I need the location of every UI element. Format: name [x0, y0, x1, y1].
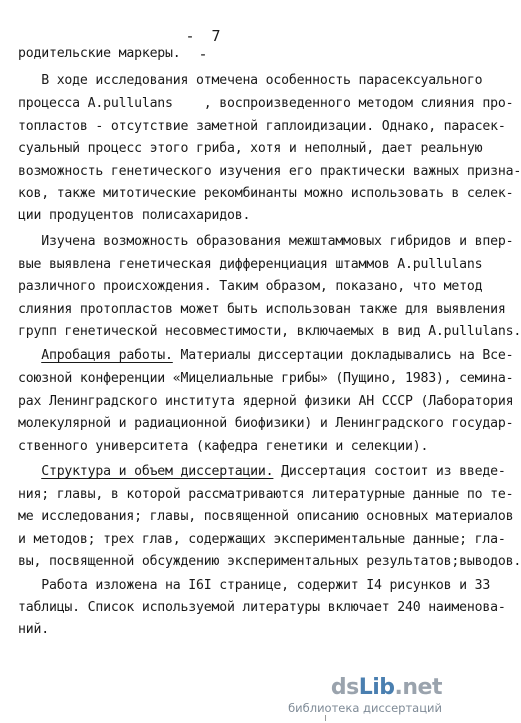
text-line: слияния протопластов может быть использован также для выявления: [18, 302, 506, 317]
text-line: ков, также митотические рекомбинанты можно использовать в селек-: [18, 186, 514, 201]
text-line: вые выявлена генетическая дифференциация штаммов A.pullulans: [18, 257, 483, 272]
text-line: суальный процесс этого гриба, хотя и неполный, дает реальную: [18, 141, 483, 156]
watermark-logo: [288, 677, 442, 699]
scan-mark: [325, 715, 326, 721]
text-line: Работа изложена на I6I странице, содержит I4 рисунков и 33: [18, 578, 491, 593]
text-line: вы, посвященной обсуждению экспериментальных результатов;выводов.: [18, 554, 521, 569]
text-line: ния; главы, в которой рассматриваются литературные данные по те-: [18, 487, 514, 502]
text-line: ме исследования; главы, посвященной описанию основных материалов: [18, 509, 514, 524]
text-line: ции продуцентов полисахаридов.: [18, 208, 251, 223]
text-line: ний.: [18, 622, 49, 637]
text-line: родительские маркеры.: [18, 46, 181, 61]
text-line: таблицы. Список используемой литературы включает 240 наименова-: [18, 600, 506, 615]
text-line: возможность генетического изучения его практически важных призна-: [18, 164, 521, 179]
text-line: и методов; трех глав, содержащих экспериментальные данные; гла-: [18, 532, 506, 547]
text-line: В ходе исследования отмечена особенность парасексуального: [18, 73, 483, 88]
text-line: Изучена возможность образования межштаммовых гибридов и впер-: [18, 234, 514, 249]
watermark: [288, 677, 442, 715]
logo-part-net: .net: [394, 675, 442, 700]
logo-part-ds: ds: [330, 675, 359, 700]
text-line: ственного университета (кафедра генетики и селекции).: [18, 439, 429, 454]
section-heading-approbation-line: Апробация работы. Материалы диссертации докладывались на Все-: [41, 348, 514, 363]
text-line: рах Ленинградского института ядерной физики АН СССР (Лаборатория: [18, 394, 514, 409]
text-line: групп генетической несовместимости, включаемых в вид A.pullulans.: [18, 324, 521, 339]
page-number: - 7 -: [185, 27, 225, 63]
logo-part-lib: Lib: [358, 675, 395, 700]
watermark-subtitle: библиотека диссертаций: [288, 701, 442, 715]
section-heading-structure-line: Структура и объем диссертации. Диссертация состоит из введе-: [41, 464, 506, 479]
text-line: различного происхождения. Таким образом, показано, что метод: [18, 279, 483, 294]
text-line: топластов - отсутствие заметной гаплоидизации. Однако, парасек-: [18, 119, 506, 134]
section-heading: Структура и объем диссертации.: [41, 464, 274, 479]
text-line: молекулярной и радиационной биофизики) и Ленинградского государ-: [18, 416, 514, 431]
text-line: союзной конференции «Мицелиальные грибы» (Пущино, 1983), семина-: [18, 371, 514, 386]
text-line: процесса A.pullulans , воспроизведенного методом слияния про-: [18, 96, 514, 111]
section-heading: Апробация работы.: [41, 348, 173, 363]
